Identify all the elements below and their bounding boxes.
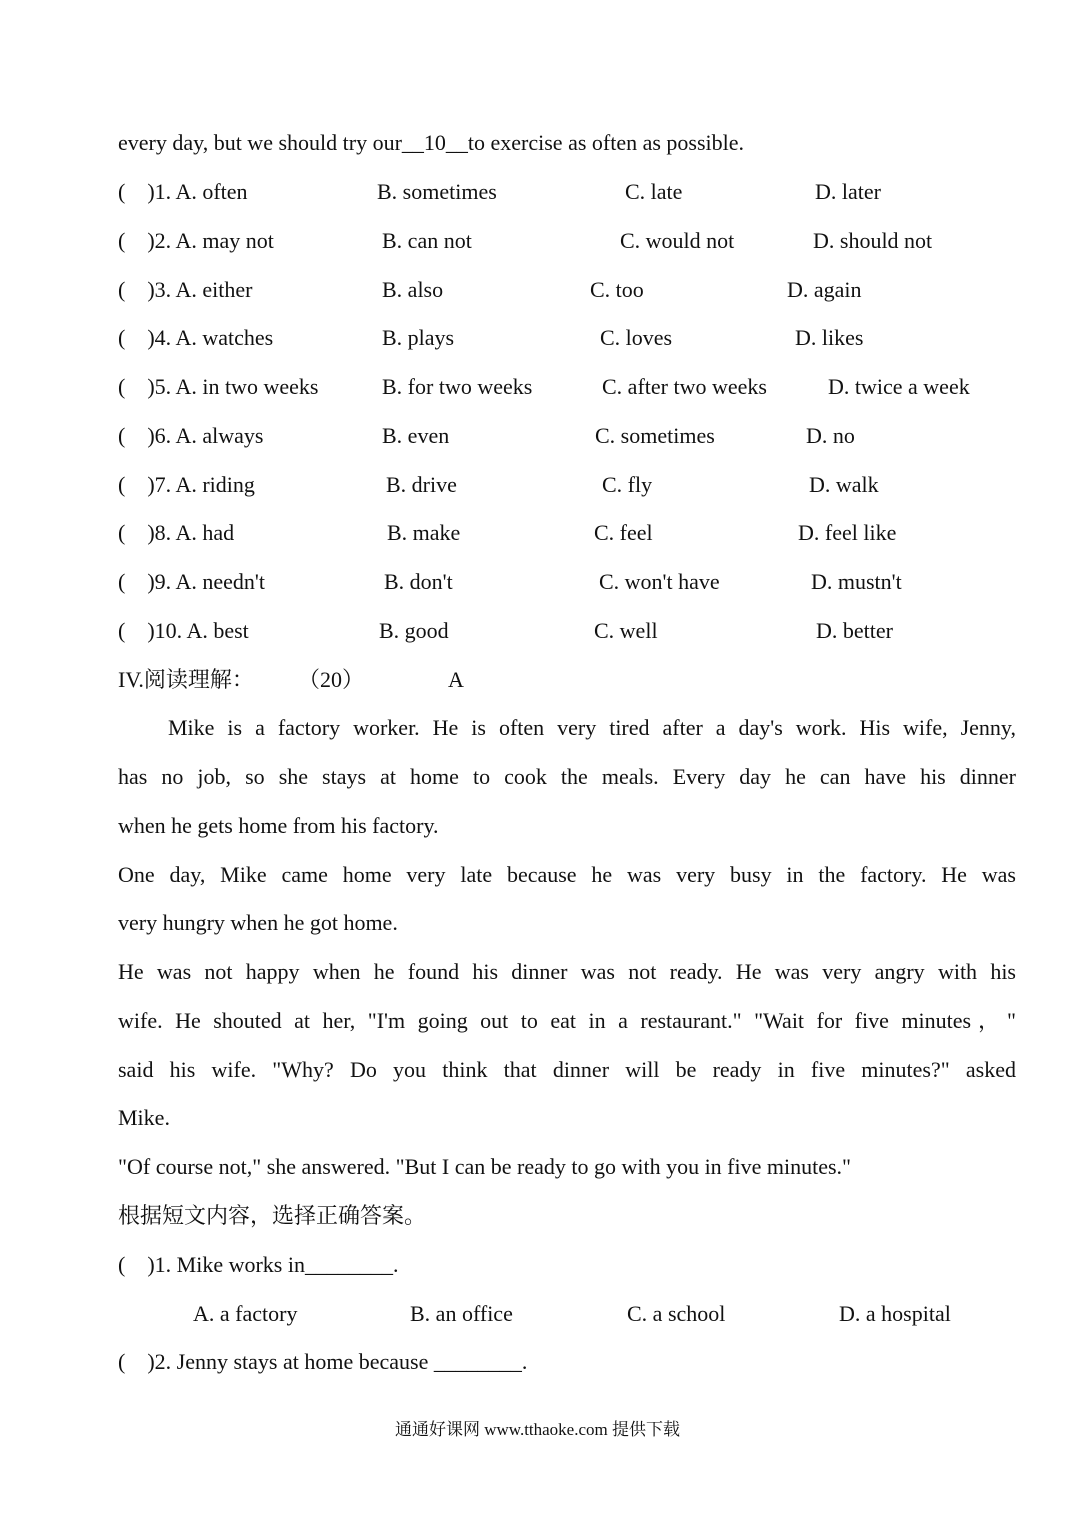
section-score: （20） — [298, 667, 365, 692]
option-c: C. fly — [602, 472, 653, 497]
option-c: C. won't have — [599, 569, 720, 594]
option-b: B. can not — [382, 228, 472, 253]
option-b: B. good — [379, 618, 449, 643]
section-letter: A — [448, 667, 464, 692]
option-c: C. would not — [620, 228, 735, 253]
question-stem: ( )1. A. often — [118, 179, 248, 204]
passage-line: Mike. — [118, 1105, 170, 1130]
option-c: C. loves — [600, 325, 673, 350]
question-stem: ( )2. A. may not — [118, 228, 274, 253]
section-title: IV.阅读理解： — [118, 667, 254, 692]
option-c: C. well — [594, 618, 658, 643]
passage-line: "Of course not," she answered. "But I can be ready to go with you in five minutes." — [118, 1154, 852, 1179]
option-d: D. likes — [795, 325, 864, 350]
question-stem: ( )4. A. watches — [118, 325, 274, 350]
question-stem: ( )10. A. best — [118, 618, 249, 643]
option-c: C. a school — [627, 1301, 726, 1326]
passage-line: He was not happy when he found his dinner was not ready. He was very angry with his — [118, 959, 1016, 984]
option-c: C. too — [590, 277, 644, 302]
option-d: D. better — [816, 618, 893, 643]
option-c: C. late — [625, 179, 683, 204]
option-b: B. an office — [410, 1301, 513, 1326]
option-b: B. also — [382, 277, 444, 302]
option-d: D. walk — [809, 472, 879, 497]
option-d: D. a hospital — [839, 1301, 951, 1326]
passage-line: One day, Mike came home very late because he was very busy in the factory. He was — [118, 862, 1016, 887]
option-c: C. after two weeks — [602, 374, 767, 399]
option-d: D. again — [787, 277, 862, 302]
passage-line: Mike is a factory worker. He is often very tired after a day's work. His wife, Jenny, — [168, 715, 1016, 740]
option-d: D. no — [806, 423, 855, 448]
option-d: D. later — [815, 179, 881, 204]
passage-line: wife. He shouted at her, "I'm going out to eat in a restaurant." "Wait for five minutes，" — [118, 1008, 1016, 1033]
option-c: C. feel — [594, 520, 653, 545]
option-c: C. sometimes — [595, 423, 715, 448]
option-d: D. feel like — [798, 520, 897, 545]
option-d: D. twice a week — [828, 374, 970, 399]
question-stem: ( )8. A. had — [118, 520, 235, 545]
question-stem: ( )9. A. needn't — [118, 569, 265, 594]
question-stem: ( )7. A. riding — [118, 472, 255, 497]
intro-line: every day, but we should try our__10__to exercise as often as possible. — [118, 130, 745, 155]
option-b: B. don't — [384, 569, 453, 594]
option-b: B. plays — [382, 325, 455, 350]
option-a: A. a factory — [193, 1301, 298, 1326]
question-stem: ( )3. A. either — [118, 277, 253, 302]
page-footer: 通通好课网 www.tthaoke.com 提供下载 — [394, 1420, 681, 1439]
passage-line: said his wife. "Why? Do you think that dinner will be ready in five minutes?" asked — [118, 1057, 1016, 1082]
option-b: B. make — [387, 520, 461, 545]
option-d: D. should not — [813, 228, 933, 253]
option-b: B. even — [382, 423, 450, 448]
passage-line: has no job, so she stays at home to cook the meals. Every day he can have his dinner — [118, 764, 1016, 789]
question-stem: ( )1. Mike works in________. — [118, 1252, 399, 1277]
option-b: B. drive — [386, 472, 457, 497]
question-stem: ( )6. A. always — [118, 423, 264, 448]
instruction: 根据短文内容，选择正确答案。 — [118, 1203, 427, 1228]
passage-line: when he gets home from his factory. — [118, 813, 439, 838]
option-b: B. sometimes — [377, 179, 497, 204]
option-b: B. for two weeks — [382, 374, 533, 399]
question-stem: ( )5. A. in two weeks — [118, 374, 319, 399]
question-stem: ( )2. Jenny stays at home because ________. — [118, 1349, 528, 1374]
passage-line: very hungry when he got home. — [118, 910, 398, 935]
option-d: D. mustn't — [811, 569, 902, 594]
